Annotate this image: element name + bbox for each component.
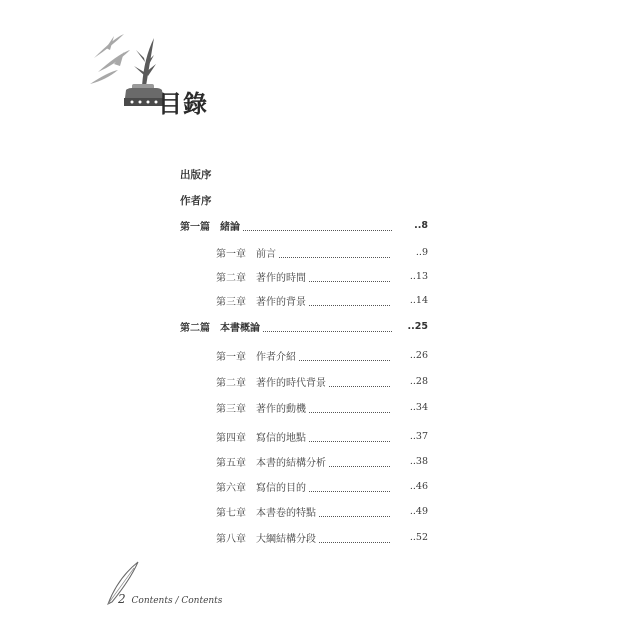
dot-leader bbox=[329, 376, 390, 387]
chapter-title: 前言 bbox=[256, 248, 276, 260]
intro-item-author-preface[interactable]: 作者序 bbox=[180, 195, 212, 207]
page-number: ..14 bbox=[409, 294, 428, 306]
intro-item-preface[interactable]: 出版序 bbox=[180, 169, 212, 181]
chapter-title: 著作的動機 bbox=[256, 403, 306, 415]
chapter-number: 第一章 bbox=[216, 351, 246, 363]
chapter-title: 本書卷的特點 bbox=[256, 507, 316, 519]
part-title: 緒論 bbox=[220, 221, 240, 233]
dot-leader bbox=[299, 350, 390, 361]
part-number: 第一篇 bbox=[180, 221, 210, 233]
page-number: ..8 bbox=[414, 219, 428, 231]
toc-chapter-row[interactable] bbox=[216, 268, 428, 284]
toc-chapter-row[interactable] bbox=[216, 478, 428, 494]
chapter-number: 第五章 bbox=[216, 457, 246, 469]
part-title: 本書概論 bbox=[220, 322, 260, 334]
chapter-number: 第二章 bbox=[216, 272, 246, 284]
page-number: ..9 bbox=[415, 246, 428, 258]
footer-page-number: 2 bbox=[118, 592, 126, 606]
toc-chapter-row[interactable] bbox=[216, 244, 428, 260]
page-number: ..52 bbox=[409, 531, 428, 543]
page-number: ..34 bbox=[409, 401, 428, 413]
chapter-number: 第八章 bbox=[216, 533, 246, 545]
toc-chapter-row[interactable] bbox=[216, 399, 428, 415]
dot-leader bbox=[309, 402, 390, 413]
page-number: ..38 bbox=[409, 455, 428, 467]
chapter-number: 第六章 bbox=[216, 482, 246, 494]
toc-chapter-row[interactable] bbox=[216, 347, 428, 363]
dot-leader bbox=[319, 532, 390, 543]
chapter-title: 本書的結構分析 bbox=[256, 457, 326, 469]
chapter-number: 第一章 bbox=[216, 248, 246, 260]
chapter-title: 著作的背景 bbox=[256, 296, 306, 308]
chapter-number: 第三章 bbox=[216, 403, 246, 415]
dot-leader bbox=[263, 321, 392, 332]
page-number: ..28 bbox=[409, 375, 428, 387]
toc-chapter-row[interactable] bbox=[216, 503, 428, 519]
dot-leader bbox=[319, 506, 390, 517]
dot-leader bbox=[309, 431, 390, 442]
page-number: ..37 bbox=[409, 430, 428, 442]
dot-leader bbox=[309, 295, 390, 306]
page-number: ..25 bbox=[407, 320, 428, 332]
dot-leader bbox=[309, 271, 390, 282]
page-number: ..49 bbox=[409, 505, 428, 517]
chapter-title: 著作的時代背景 bbox=[256, 377, 326, 389]
chapter-number: 第三章 bbox=[216, 296, 246, 308]
toc-chapter-row[interactable] bbox=[216, 373, 428, 389]
toc-part-row[interactable] bbox=[180, 318, 428, 334]
chapter-title: 作者介紹 bbox=[256, 351, 296, 363]
chapter-title: 寫信的地點 bbox=[256, 432, 306, 444]
chapter-title: 著作的時間 bbox=[256, 272, 306, 284]
toc-chapter-row[interactable] bbox=[216, 428, 428, 444]
chapter-title: 大綱結構分段 bbox=[256, 533, 316, 545]
chapter-number: 第七章 bbox=[216, 507, 246, 519]
dot-leader bbox=[243, 220, 392, 231]
toc-chapter-row[interactable] bbox=[216, 453, 428, 469]
chapter-number: 第二章 bbox=[216, 377, 246, 389]
toc-part-row[interactable] bbox=[180, 217, 428, 233]
page-number: ..13 bbox=[409, 270, 428, 282]
dot-leader bbox=[329, 456, 390, 467]
dot-leader bbox=[279, 247, 390, 258]
page-number: ..26 bbox=[409, 349, 428, 361]
chapter-title: 寫信的目的 bbox=[256, 482, 306, 494]
part-number: 第二篇 bbox=[180, 322, 210, 334]
toc-chapter-row[interactable] bbox=[216, 529, 428, 545]
chapter-number: 第四章 bbox=[216, 432, 246, 444]
page-title: 目錄 bbox=[158, 90, 208, 118]
footer bbox=[118, 592, 222, 606]
dot-leader bbox=[309, 481, 390, 492]
page-number: ..46 bbox=[409, 480, 428, 492]
footer-label: Contents / Contents bbox=[131, 596, 223, 606]
toc-chapter-row[interactable] bbox=[216, 292, 428, 308]
